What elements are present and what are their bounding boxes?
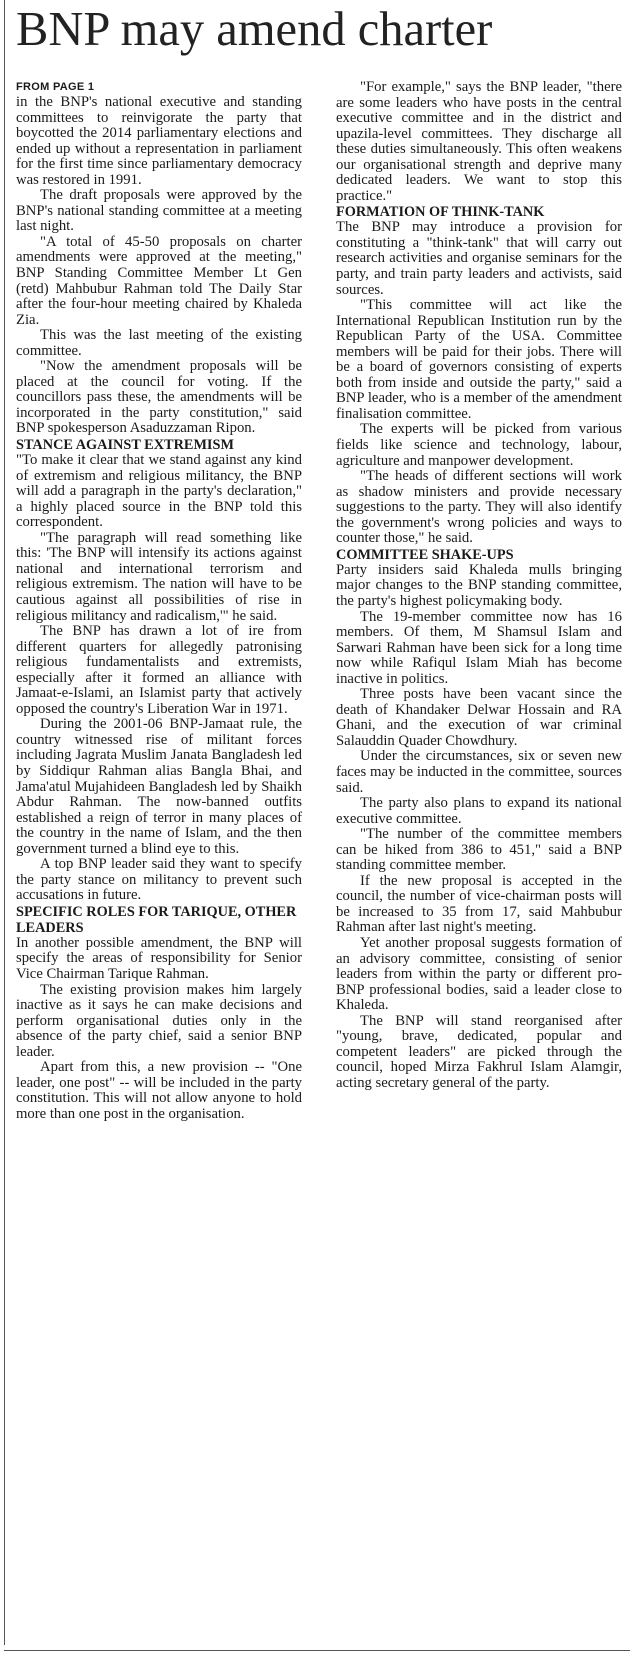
body-paragraph: Under the circumstances, six or seven new faces may be inducted in the committee, sources said. (336, 748, 622, 796)
body-paragraph: The 19-member committee now has 16 members. Of them, M Shamsul Islam and Sarwari Rahman have been sick for a long time now while Rafiqul Islam Miah has become inactive in politics. (336, 608, 622, 687)
column-rule-left (4, 0, 5, 1645)
section-subhead: COMMITTEE SHAKE-UPS (336, 546, 514, 563)
body-paragraph: During the 2001-06 BNP-Jamaat rule, the country witnessed rise of militant forces including Jagrata Muslim Janata Bangladesh led by Siddiqur Rahman alias Bangla Bhai, and Jama'atul Mujahideen Bangladesh led by Shaikh Abdur Rahman. The now-banned outfits established a reign of terror in many places of the country in the name of Islam, and the then government turned a blind eye to this. (16, 716, 302, 857)
section-subhead: FORMATION OF THINK-TANK (336, 204, 545, 221)
bottom-rule (4, 1650, 630, 1651)
body-paragraph: In another possible amendment, the BNP will specify the areas of responsibility for Senior Vice Chairman Tarique Rahman. (16, 934, 302, 982)
section-subhead: STANCE AGAINST EXTREMISM (16, 437, 234, 454)
body-paragraph: Party insiders said Khaleda mulls bringing major changes to the BNP standing committee, the party's highest policymaking body. (336, 561, 622, 609)
body-paragraph: The party also plans to expand its national executive committee. (336, 795, 622, 827)
body-paragraph: "For example," says the BNP leader, "there are some leaders who have posts in the central executive committee and in the district and upazila-level committees. They discharge all these duties simultaneously. This often weakens our organisational strength and deprive many dedicated leaders. We want to stop this practice." (336, 79, 622, 204)
body-paragraph: Apart from this, a new provision -- "One leader, one post" -- will be included in the party constitution. This will not allow anyone to hold more than one post in the organisation. (16, 1059, 302, 1122)
body-paragraph: Three posts have been vacant since the death of Khandaker Delwar Hossain and RA Ghani, and the execution of war criminal Salauddin Quader Chowdhury. (336, 686, 622, 749)
body-paragraph: The draft proposals were approved by the BNP's national standing committee at a meeting last night. (16, 187, 302, 235)
article-column-right (336, 80, 622, 1091)
body-paragraph: The BNP has drawn a lot of ire from different quarters for allegedly patronising religious fundamentalists and extremists, especially after it formed an alliance with Jamaat-e-Islami, an Islamist party that actively opposed the country's Liberation War in 1971. (16, 623, 302, 717)
body-paragraph: A top BNP leader said they want to specify the party stance on militancy to prevent such accusations in future. (16, 856, 302, 904)
body-paragraph: The experts will be picked from various fields like science and technology, labour, agriculture and manpower development. (336, 421, 622, 469)
body-paragraph: Yet another proposal suggests formation of an advisory committee, consisting of senior leaders from within the party or different pro-BNP professional bodies, said a leader close to Khaleda. (336, 934, 622, 1014)
section-subhead: SPECIFIC ROLES FOR TARIQUE, OTHER LEADERS (16, 903, 297, 936)
body-paragraph: The BNP may introduce a provision for constituting a "think-tank" that will carry out research activities and organise seminars for the party, and train party leaders and activists, said sources. (336, 219, 622, 298)
body-paragraph: "Now the amendment proposals will be placed at the council for voting. If the councillors pass these, the amendments will be incorporated in the party constitution," said BNP spokesperson Asaduzzaman Ripon. (16, 358, 302, 437)
body-paragraph: The BNP will stand reorganised after "young, brave, dedicated, popular and competent leaders" are picked through the council, hoped Mirza Fakhrul Islam Alamgir, acting secretary general of the party. (336, 1012, 622, 1091)
continuation-kicker: FROM PAGE 1 (16, 81, 95, 93)
headline: BNP may amend charter (16, 3, 493, 56)
body-paragraph: "The number of the committee members can be hiked from 386 to 451," said a BNP standing committee member. (336, 826, 622, 874)
body-paragraph: in the BNP's national executive and standing committees to reinvigorate the party that boycotted the 2014 parliamentary elections and ended up without a representation in parliament for the first time since parliamentary democracy was restored in 1991. (16, 94, 302, 188)
body-paragraph: "This committee will act like the International Republican Institution run by the Republican Party of the USA. Committee members will be paid for their jobs. There will be a board of governors consisting of experts both from inside and outside the party," said a BNP leader, who is a member of the amendment finalisation committee. (336, 297, 622, 422)
body-paragraph: "The heads of different sections will work as shadow ministers and provide necessary suggestions to the party. They will also identify the government's wrong policies and ways to counter those," he said. (336, 468, 622, 547)
body-paragraph: "A total of 45-50 proposals on charter amendments were approved at the meeting," BNP Standing Committee Member Lt Gen (retd) Mahbubur Rahman told The Daily Star after the four-hour meeting chaired by Khaleda Zia. (16, 233, 302, 328)
body-paragraph: "To make it clear that we stand against any kind of extremism and religious militancy, the BNP will add a paragraph in the party's declaration," a highly placed source in the BNP told this correspondent. (16, 452, 302, 531)
body-paragraph: This was the last meeting of the existing committee. (16, 327, 302, 359)
article-column-left (16, 80, 302, 1122)
body-paragraph: "The paragraph will read something like this: 'The BNP will intensify its actions against national and international terrorism and religious extremism. The nation will have to be cautious against all possibilities of rise in religious militancy and radicalism,'" he said. (16, 529, 302, 624)
body-paragraph: If the new proposal is accepted in the council, the number of vice-chairman posts will be increased to 35 from 17, said Mahbubur Rahman after last night's meeting. (336, 872, 622, 936)
body-paragraph: The existing provision makes him largely inactive as it says he can make decisions and perform organisational duties only in the absence of the party chief, said a senior BNP leader. (16, 981, 302, 1060)
